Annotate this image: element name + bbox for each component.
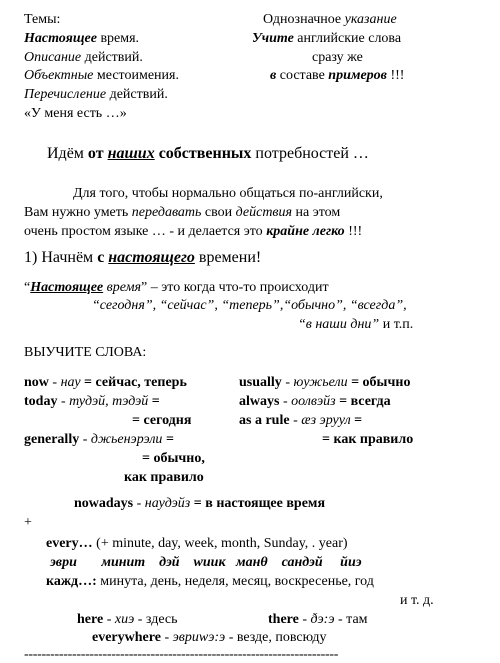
quote-present: Настоящее [30,280,104,295]
vocab-there [268,612,368,628]
para-l3a: очень простом языке … - и делается это [24,224,267,239]
vocab-now [24,375,187,391]
para-l2b: передавать [131,205,202,220]
start-a: 1) Начнём [24,249,98,266]
topic-object-pronouns [24,68,179,84]
intro-a: Идём [47,145,88,162]
vocab-rule-tr: - æз эруул [289,413,351,428]
here-tr: - хиэ [103,612,135,627]
instruction-learn-rest: английские слова [293,31,402,46]
instruction-learn-word: Учите [252,31,294,46]
every-etc: и т. д. [400,593,434,608]
instruction-title-b: указание [344,12,397,27]
topic-description-rest: действий. [81,50,143,65]
topic-present-tense [24,31,139,47]
intro-c: наших [107,145,155,162]
vocab-nowadays-en: nowadays [74,496,134,511]
vocab-usually [239,375,410,391]
vocab-usually-ru: = обычно [347,375,411,390]
vocab-now-en: now [24,375,49,390]
para-line-3 [24,224,362,240]
topic-present-word: Настоящее [24,31,97,46]
vocab-always-en: always [239,394,280,409]
learn-words-heading: ВЫУЧИТЕ СЛОВА: [24,345,147,360]
start-line [24,250,261,266]
instruction-exclaim: !!! [386,68,405,83]
vocab-today [24,394,160,410]
para-l3c: !!! [344,224,363,239]
every-en: every… [46,536,93,551]
vocab-rule-ru: = как правило [322,432,414,447]
vocab-everywhere [92,630,327,646]
quote-line-3 [298,317,413,333]
here-ru: - здесь [134,612,178,627]
vocab-gen-tr: - джьенэрэли [79,432,163,447]
quote-nowadays: “в наши дни” [298,317,380,332]
vocab-rule-eq: = [350,413,363,428]
topic-object-word: Объектные [24,68,94,83]
start-d: времени! [194,249,262,266]
quote-etc: и т.п. [379,317,414,332]
there-en: there [268,612,299,627]
plus-sign: + [24,515,32,530]
quote-rest: ” – это когда что-то происходит [141,280,329,295]
instruction-immediately: сразу же [312,50,363,65]
quote-open: “ [24,280,31,295]
every-options: (+ minute, day, week, month, Sunday, . year) [92,536,348,551]
vocab-rule-en: as a rule [239,413,290,428]
there-ru: - там [334,612,368,627]
intro-e: потребностей … [251,145,369,162]
every-line [46,536,348,552]
topic-enumeration-rest: действий. [106,87,168,102]
vocab-usually-tr: - юужьели [281,375,348,390]
there-tr: - ðэ:э [298,612,335,627]
vocab-now-tr: - нау [48,375,81,390]
vocab-nowadays-tr: - наудэйз [133,496,191,511]
intro-b: от [87,145,108,162]
para-l2e: на этом [292,205,341,220]
topic-description-word: Описание [24,50,82,65]
every-ru-list: минута, день, неделя, месяц, воскресенье, год [96,574,374,589]
every-russian [46,574,374,590]
vocab-always-tr: - оолвэйз [279,394,336,409]
vocab-gen-ru-rule: как правило [124,470,204,485]
intro-line [47,146,369,162]
vocab-gen-ru-usually: = обычно, [142,451,205,466]
topic-i-have: «У меня есть …» [24,106,127,121]
vocab-gen-en: generally [24,432,80,447]
here-en: here [77,612,104,627]
vocab-now-ru: = сейчас, теперь [80,375,187,390]
everywhere-en: everywhere [92,630,161,645]
topic-object-rest: местоимения. [93,68,179,83]
topic-description [24,50,143,66]
vocab-today-tr: - тудэй, тэдэй [57,394,149,409]
vocab-always [239,394,391,410]
instruction-in: в [270,68,277,83]
vocab-here [77,612,177,628]
instruction-composition: составе [276,68,329,83]
para-l2a: Вам нужно уметь [24,205,132,220]
everywhere-ru: - везде, повсюду [225,630,327,645]
para-l2d: действия [235,205,293,220]
everywhere-tr: - эвриwэ:э [160,630,226,645]
vocab-today-ru: = сегодня [132,413,192,428]
dashed-separator: ------------------------------------------------------------------------ [24,647,339,662]
vocab-always-ru: = всегда [335,394,391,409]
para-l2c: свои [201,205,236,220]
every-ru-label: кажд…: [46,574,97,589]
vocab-nowadays-ru: = в настоящее время [190,496,326,511]
quote-line-2: “сегодня”, “сейчас”, “теперь”,“обычно”, “всегда”, [92,298,407,313]
instruction-examples: примеров [328,68,387,83]
start-b: с [97,249,109,266]
topic-enumeration-word: Перечисление [24,87,107,102]
para-l3b: крайне легко [266,224,345,239]
instruction-learn [252,31,401,47]
para-line-2 [24,205,340,221]
quote-line-1 [24,280,329,296]
instruction-title-a: Однозначное [263,12,345,27]
vocab-usually-en: usually [239,375,282,390]
para-line-1: Для того, чтобы нормально общаться по-английски, [73,186,383,201]
start-c: настоящего [108,249,195,266]
quote-time: время [103,280,142,295]
instruction-in-examples [270,68,404,84]
vocab-as-a-rule [239,413,362,429]
topics-title: Темы: [24,12,61,27]
vocab-gen-eq: = [162,432,174,447]
every-transcription: эври минит дэй wиик манθ сандэй йиэ [50,555,362,570]
vocab-today-en: today [24,394,58,409]
topic-present-rest: время. [96,31,140,46]
intro-d: собственных [154,145,252,162]
vocab-generally [24,432,174,448]
vocab-nowadays [74,496,325,512]
vocab-today-eq: = [148,394,160,409]
instruction-title [263,12,397,28]
topic-enumeration [24,87,168,103]
